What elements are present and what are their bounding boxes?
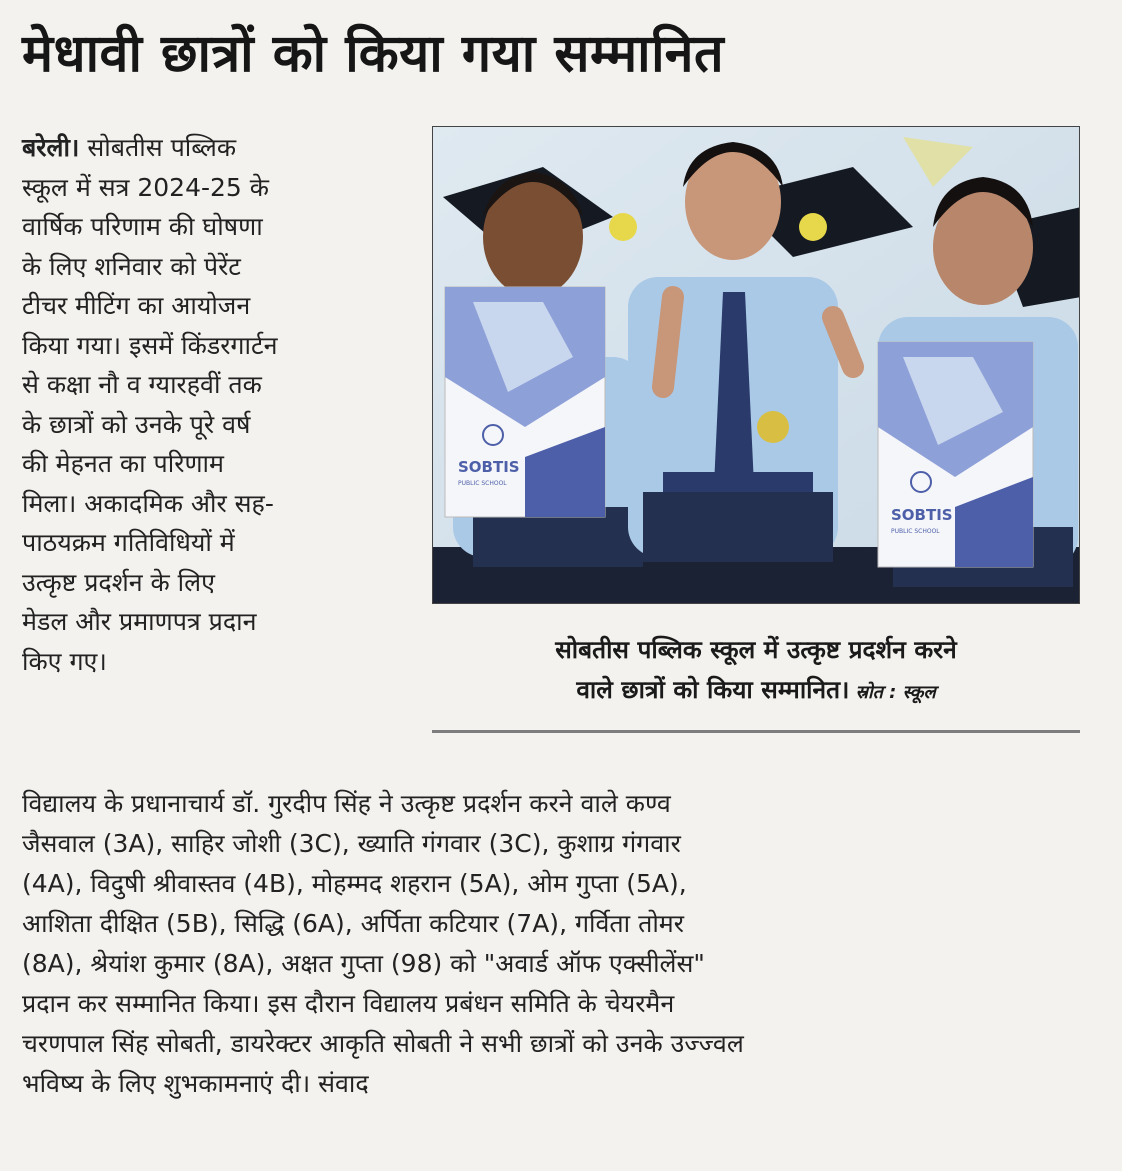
body-paragraph: विद्यालय के प्रधानाचार्य डॉ. गुरदीप सिंह ने उत्कृष्ट प्रदर्शन करने वाले कण्व जैसवाल (3A), साहिर जोशी (3C), ख्याति गंगवार (3C), कुशाग्र गंगवार (4A), विदुषी श्रीवास्तव (4B), मोहम्मद शहरान (5A), ओम गुप्ता (5A), आशिता दीक्षित (5B), सिद्धि (6A), अर्पिता कटियार (7A), गर्विता तोमर (8A), श्रेयांश कुमार (8A), अक्षत गुप्ता (98) को "अवार्ड ऑफ एक्सीलेंस" प्रदान कर सम्मानित किया। इस दौरान विद्यालय प्रबंधन समिति के चेयरमैन चरणपाल सिंह सोबती, डायरेक्टर आकृति सोबती ने सभी छात्रों को उनके उज्ज्वल भविष्य के लिए शुभकामनाएं दी। संवाद bbox=[22, 789, 744, 1098]
students-photo-illustration bbox=[433, 127, 1080, 604]
medal bbox=[757, 411, 789, 443]
report-booklet-left bbox=[445, 287, 605, 517]
booklet-brand-right: SOBTIS bbox=[891, 506, 953, 524]
lead-paragraph bbox=[22, 128, 402, 681]
booklet-sub-right: PUBLIC SCHOOL bbox=[891, 528, 940, 535]
caption-text: सोबतीस पब्लिक स्कूल में उत्कृष्ट प्रदर्शन करने वाले छात्रों को किया सम्मानित। bbox=[555, 635, 957, 704]
booklet-brand-left: SOBTIS bbox=[458, 458, 520, 476]
report-booklet-right bbox=[878, 342, 1033, 567]
lead-text: सोबतीस पब्लिक स्कूल में सत्र 2024-25 के वार्षिक परिणाम की घोषणा के लिए शनिवार को पेरेंट टीचर मीटिंग का आयोजन किया गया। इसमें किंडरगार्टन से कक्षा नौ व ग्यारहवीं तक के छात्रों को उनके पूरे वर्ष की मेहनत का परिणाम मिला। अकादमिक और सह- पाठयक्रम गतिविधियों में उत्कृष्ट प्रदर्शन के लिए मेडल और प्रमाणपत्र प्रदान किए गए। bbox=[22, 133, 278, 676]
photo-credit: स्रोत : स्कूल bbox=[849, 682, 936, 703]
caption-divider bbox=[432, 730, 1080, 733]
dateline: बरेली। bbox=[22, 133, 80, 162]
news-photo bbox=[432, 126, 1080, 604]
photo-caption bbox=[432, 630, 1080, 713]
headline: मेधावी छात्रों को किया गया सम्मानित bbox=[22, 24, 725, 84]
booklet-sub-left: PUBLIC SCHOOL bbox=[458, 480, 507, 487]
